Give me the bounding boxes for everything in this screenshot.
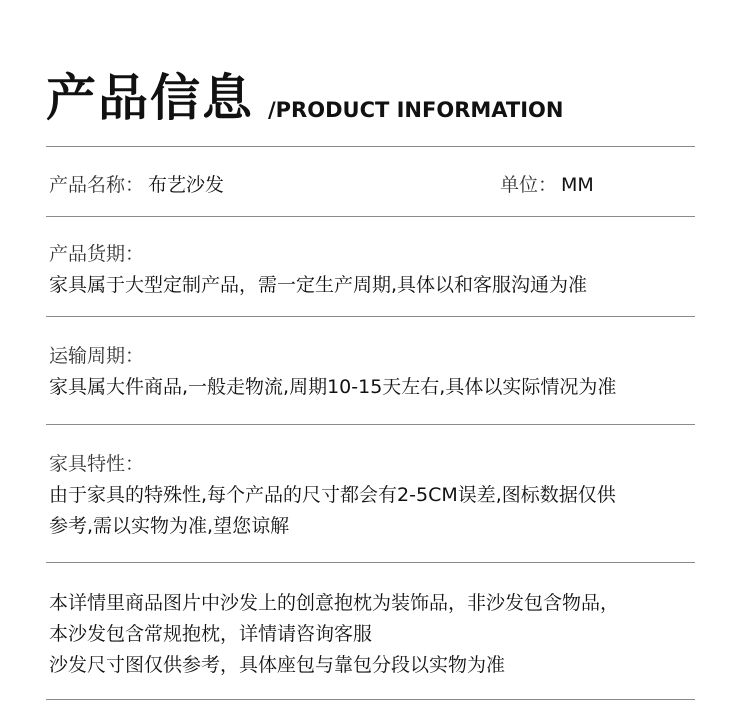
delivery-section	[49, 239, 710, 301]
notice-line-2: 本沙发包含常规抱枕，详情请咨询客服	[49, 623, 373, 645]
divider	[46, 424, 695, 425]
features-text-line-2: 参考,需以实物为准,望您谅解	[49, 515, 290, 537]
unit-value: MM	[561, 174, 594, 196]
unit-field	[500, 170, 594, 201]
section-header	[46, 68, 563, 128]
notice-warning: 沙发尺寸图仅供参考，具体座包与靠包分段以实物为准	[49, 654, 506, 676]
delivery-label: 产品货期：	[49, 243, 145, 265]
divider	[46, 562, 695, 563]
features-text-line-1: 由于家具的特殊性,每个产品的尺寸都会有2-5CM误差,图标数据仅供	[49, 484, 616, 506]
features-section	[49, 449, 710, 542]
product-name-label: 产品名称：	[49, 174, 145, 196]
product-name-value: 布艺沙发	[148, 174, 225, 196]
notice-line-1: 本详情里商品图片中沙发上的创意抱枕为装饰品，非沙发包含物品，	[49, 592, 620, 614]
page-title: 产品信息	[46, 69, 254, 127]
divider	[46, 216, 695, 217]
divider	[46, 699, 695, 700]
page-subtitle: /PRODUCT INFORMATION	[268, 98, 564, 122]
divider	[46, 316, 695, 317]
shipping-section	[49, 341, 710, 403]
unit-label: 单位：	[500, 174, 558, 196]
shipping-text: 家具属大件商品,一般走物流,周期10-15天左右,具体以实际情况为准	[49, 376, 617, 398]
product-name-row	[49, 170, 710, 201]
shipping-label: 运输周期：	[49, 345, 145, 367]
features-label: 家具特性：	[49, 453, 145, 475]
notice-section	[49, 588, 710, 681]
divider	[46, 146, 695, 147]
delivery-text: 家具属于大型定制产品，需一定生产周期,具体以和客服沟通为准	[49, 274, 588, 296]
